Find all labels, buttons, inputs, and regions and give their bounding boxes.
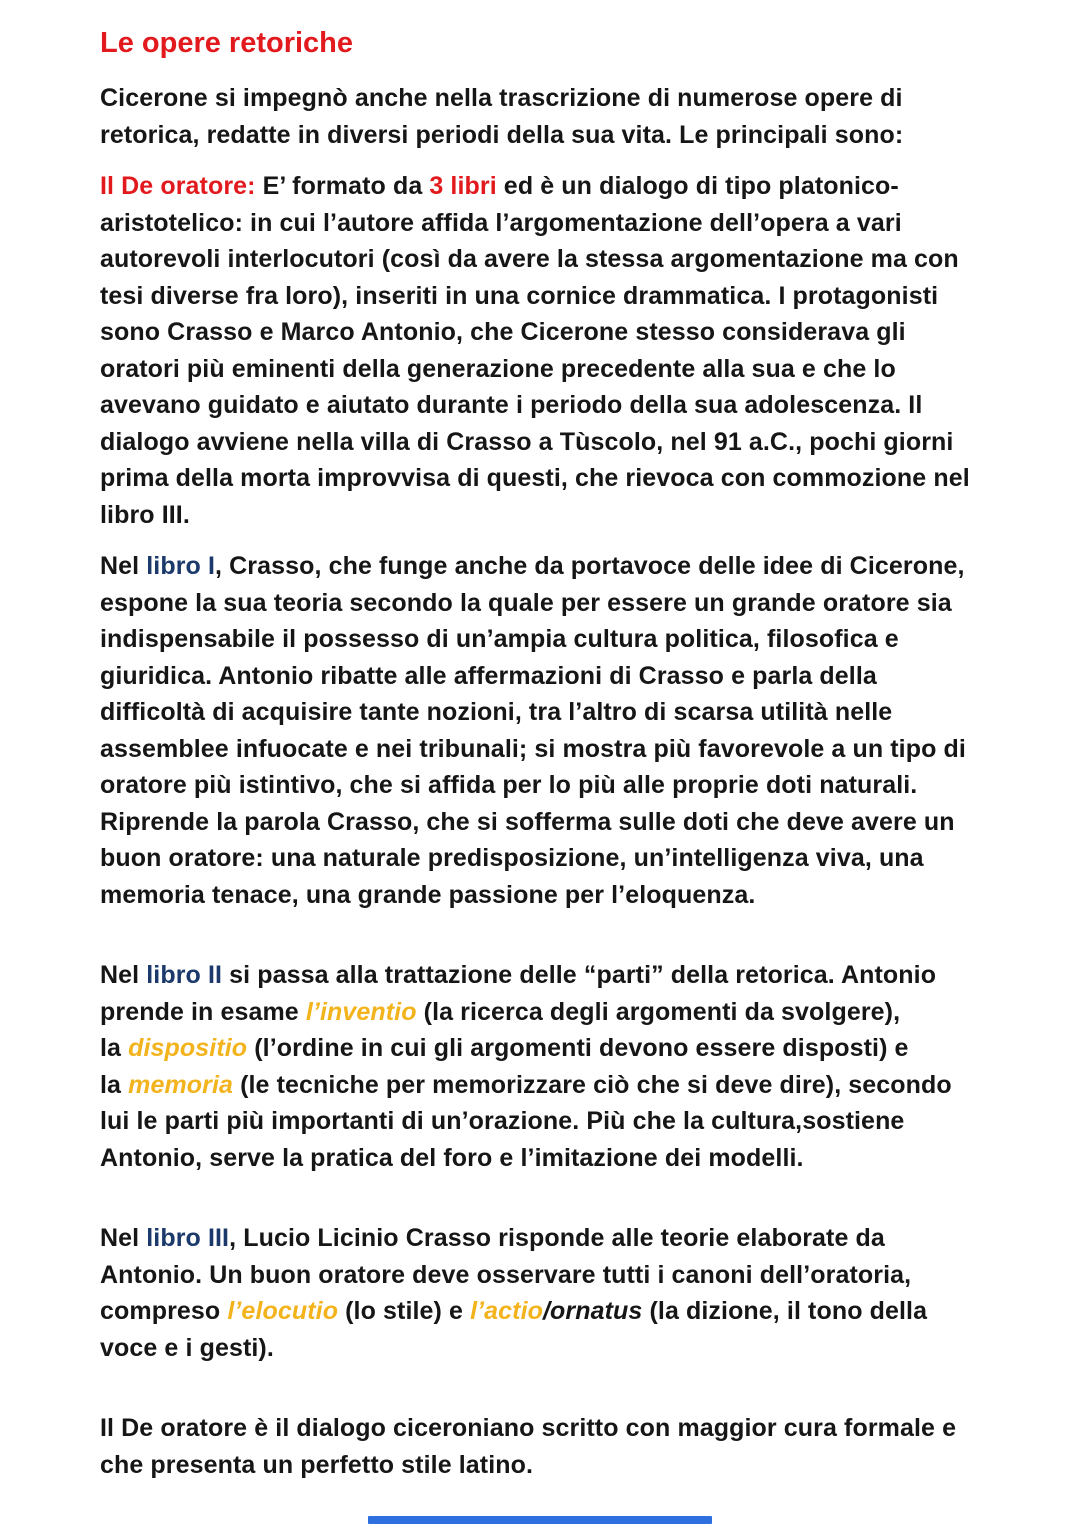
paragraph bbox=[100, 80, 983, 153]
text-run: , Lucio Licinio Crasso risponde alle teorie elaborate da Antonio. Un buon oratore deve osservare tutti i canoni dell’oratoria, compreso bbox=[100, 1224, 912, 1325]
text-run: Il De oratore: bbox=[100, 172, 263, 200]
text-run: libro II bbox=[146, 961, 223, 989]
text-run: Nel bbox=[100, 552, 147, 580]
text-run: libro I bbox=[146, 552, 216, 580]
text-run: Cicerone si impegnò anche nella trascrizione di numerose opere di retorica, redatte in diversi periodi della sua vita. Le principali sono: bbox=[100, 84, 904, 149]
text-run: libro III bbox=[146, 1224, 230, 1252]
page-title: Le opere retoriche bbox=[100, 27, 354, 59]
text-run: 3 libri bbox=[429, 172, 497, 200]
paragraph bbox=[100, 1410, 983, 1483]
text-run: (le tecniche per memorizzare ciò che si deve dire), secondo lui le parti più importanti di un’orazione. Più che la cultura,sostiene Antonio, serve la pratica del foro e l’imitazione dei modelli. bbox=[100, 1070, 952, 1172]
text-run: E’ formato da bbox=[262, 172, 430, 200]
text-run: dispositio bbox=[128, 1034, 248, 1062]
text-run: Nel bbox=[100, 961, 147, 989]
text-run: Il De oratore è il dialogo ciceroniano scritto con maggior cura formale e che presenta un perfetto stile latino. bbox=[100, 1414, 957, 1479]
text-run: memoria bbox=[128, 1070, 234, 1099]
text-run: la bbox=[100, 1070, 129, 1099]
text-run: (lo stile) e bbox=[338, 1297, 471, 1325]
text-run: , Crasso, che funge anche da portavoce delle idee di Cicerone, espone la sua teoria secondo la quale per essere un grande oratore sia indispensabile il possesso di un’ampia cultura politica, filosofica e giuridica. Antonio ribatte alle affermazioni di Crasso e parla della difficoltà di acquisire tante nozioni, tra l’altro di scarsa utilità nelle assemblee infuocate e nei tribunali; si mostra più favorevole a un tipo di oratore più istintivo, che si affida per lo più alle proprie doti naturali. Riprende la parola Crasso, che si sofferma sulle doti che deve avere un buon oratore: una naturale predisposizione, un’intelligenza viva, una memoria tenace, una grande passione per l’eloquenza. bbox=[100, 552, 966, 909]
text-run: ed è un dialogo di tipo platonico-aristotelico: in cui l’autore affida l’argomentazione dell’opera a vari autorevoli interlocutori (così da avere la stessa argomentazione ma con tesi diverse fra loro), inseriti in una cornice drammatica. I protagonisti sono Crasso e Marco Antonio, che Cicerone stesso considerava gli oratori più eminenti della generazione precedente alla sua e che lo avevano guidato e aiutato durante i periodo della sua adolescenza. Il dialogo avviene nella villa di Crasso a Tùscolo, nel 91 a.C., pochi giorni prima della morta improvvisa di questi, che rievoca con commozione nel libro III. bbox=[100, 172, 970, 529]
text-run: l’elocutio bbox=[227, 1297, 339, 1325]
text-run: (la ricerca degli argomenti da svolgere), bbox=[416, 997, 901, 1026]
text-run: Nel bbox=[100, 1224, 147, 1252]
bottom-scroll-indicator bbox=[368, 1516, 712, 1524]
text-run: si passa alla trattazione delle “parti” della retorica. Antonio prende in esame bbox=[100, 961, 937, 1026]
text-run: (l’ordine in cui gli argomenti devono essere disposti) e bbox=[247, 1034, 909, 1062]
text-run: /ornatus bbox=[543, 1297, 643, 1325]
text-run: l’inventio bbox=[305, 997, 417, 1026]
document-body bbox=[100, 80, 983, 1483]
paragraph bbox=[100, 1220, 983, 1366]
paragraph bbox=[100, 548, 983, 913]
text-run: la bbox=[100, 1034, 129, 1062]
text-run: (la dizione, il tono della voce e i gesti). bbox=[100, 1297, 928, 1362]
text-run: l’actio bbox=[470, 1297, 544, 1325]
paragraph bbox=[100, 168, 983, 533]
paragraph bbox=[100, 957, 983, 1176]
